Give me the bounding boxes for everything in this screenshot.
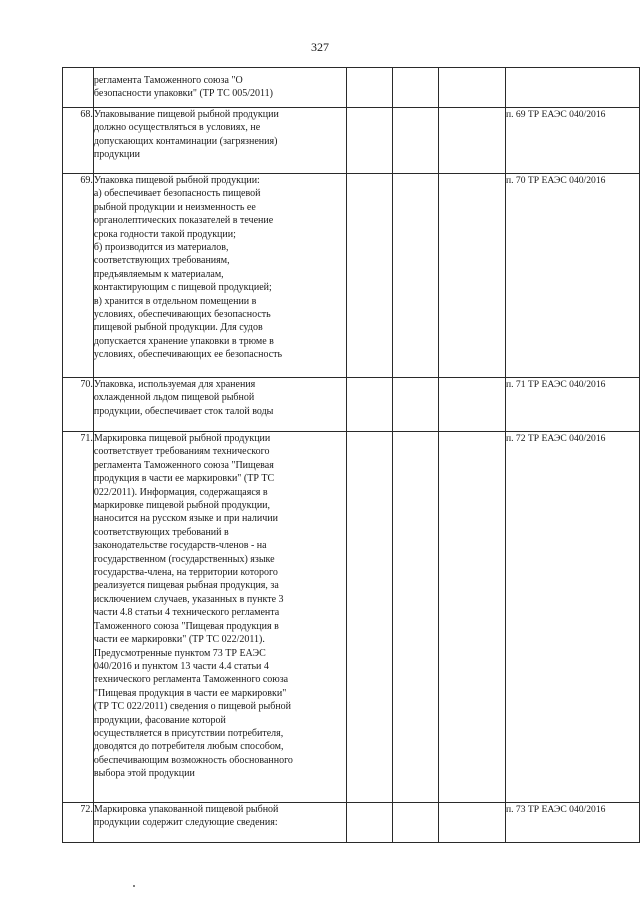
empty-cell <box>438 174 505 378</box>
empty-cell <box>438 108 505 174</box>
requirement-line: (ТР ТС 022/2011) сведения о пищевой рыбной <box>93 701 292 713</box>
requirement-line: доводятся до потребителя любым способом, <box>93 741 284 753</box>
requirement-line: в) хранится в отдельном помещении в <box>93 295 257 307</box>
requirement-line: продукция в части ее маркировки" (ТР ТС <box>93 473 275 485</box>
empty-cell <box>438 68 505 108</box>
empty-cell <box>346 432 393 803</box>
requirement-line: 040/2016 и пунктом 13 части 4.4 статьи 4 <box>93 660 269 672</box>
requirement-text <box>93 803 346 843</box>
requirement-text <box>93 378 346 432</box>
empty-cell <box>346 803 393 843</box>
requirement-line: б) производится из материалов, <box>93 242 229 254</box>
requirement-text <box>93 68 346 108</box>
requirement-line: осуществляется в присутствии потребителя, <box>93 727 284 739</box>
requirement-line: государства-члена, на территории которого <box>93 567 278 579</box>
row-number: 70. <box>63 378 94 432</box>
requirement-line: условиях, обеспечивающих безопасность <box>93 309 271 321</box>
requirement-line: условиях, обеспечивающих ее безопасность <box>93 349 283 361</box>
requirement-text <box>93 432 346 803</box>
requirement-line: соответствующих требований в <box>93 526 229 538</box>
requirement-line: части 4.8 статьи 4 технического регламента <box>93 607 280 619</box>
requirement-line: государственном (государственных) языке <box>93 553 275 565</box>
requirement-line: обеспечивающим возможность обоснованного <box>93 754 293 766</box>
requirements-table <box>62 67 640 843</box>
regulation-reference: п. 69 ТР ЕАЭС 040/2016 <box>505 108 639 174</box>
table-row <box>63 174 640 378</box>
empty-cell <box>346 108 393 174</box>
row-number: 69. <box>63 174 94 378</box>
requirement-line: Маркировка пищевой рыбной продукции <box>93 433 271 444</box>
requirement-line: пищевой рыбной продукции. Для судов <box>93 322 263 334</box>
regulation-reference: п. 72 ТР ЕАЭС 040/2016 <box>505 432 639 803</box>
requirement-line: должно осуществляться в условиях, не <box>93 122 261 134</box>
empty-cell <box>393 378 439 432</box>
requirement-line: регламента Таможенного союза "Пищевая <box>93 459 274 471</box>
requirement-line: реализуется пищевая рыбная продукция, за <box>93 580 279 592</box>
empty-cell <box>393 803 439 843</box>
requirement-line: соответствующих требованиям, <box>93 255 230 267</box>
regulation-reference: п. 70 ТР ЕАЭС 040/2016 <box>505 174 639 378</box>
requirement-line: исключением случаев, указанных в пункте 3 <box>93 593 284 605</box>
empty-cell <box>438 803 505 843</box>
requirement-line: Упаковка пищевой рыбной продукции: <box>93 175 260 186</box>
page-number: 327 <box>311 40 329 54</box>
requirement-line: а) обеспечивает безопасность пищевой <box>93 188 261 200</box>
requirement-text <box>93 174 346 378</box>
requirement-line: выбора этой продукции <box>93 768 195 780</box>
requirement-text <box>93 108 346 174</box>
requirement-line: продукции <box>93 149 140 161</box>
requirement-line: Таможенного союза "Пищевая продукция в <box>93 620 279 632</box>
requirement-line: Упаковывание пищевой рыбной продукции <box>93 109 279 120</box>
requirement-line: органолептических показателей в течение <box>93 215 274 227</box>
requirement-line: законодательстве государств-членов - на <box>93 540 267 552</box>
requirement-line: безопасности упаковки" (ТР ТС 005/2011) <box>93 88 273 100</box>
empty-cell <box>346 174 393 378</box>
empty-cell <box>393 108 439 174</box>
requirement-line: Маркировка упакованной пищевой рыбной <box>93 804 279 815</box>
requirement-line: срока годности такой продукции; <box>93 228 236 240</box>
requirement-line: продукции, обеспечивает сток талой воды <box>93 405 274 417</box>
requirement-line: продукции, фасование которой <box>93 714 226 726</box>
empty-cell <box>393 68 439 108</box>
requirement-line: регламента Таможенного союза "О <box>93 75 243 86</box>
requirement-line: "Пищевая продукция в части ее маркировки" <box>93 687 287 699</box>
empty-cell <box>346 378 393 432</box>
requirement-line: наносится на русском языке и при наличии <box>93 513 278 525</box>
table-row <box>63 108 640 174</box>
requirement-line: части ее маркировки" (ТР ТС 022/2011). <box>93 634 265 646</box>
empty-cell <box>393 174 439 378</box>
empty-cell <box>393 432 439 803</box>
requirement-line: допускающих контаминации (загрязнения) <box>93 135 278 147</box>
row-number: 72. <box>63 803 94 843</box>
row-number: 71. <box>63 432 94 803</box>
regulation-reference <box>505 68 639 108</box>
requirement-line: рыбной продукции и неизменность ее <box>93 201 256 213</box>
requirement-line: предъявляемым к материалам, <box>93 268 224 280</box>
requirement-line: допускается хранение упаковки в трюме в <box>93 335 274 347</box>
regulation-reference: п. 71 ТР ЕАЭС 040/2016 <box>505 378 639 432</box>
requirement-line: контактирующим с пищевой продукцией; <box>93 282 272 294</box>
requirement-line: соответствует требованиям технического <box>93 446 270 458</box>
requirement-line: 022/2011). Информация, содержащаяся в <box>93 486 268 498</box>
requirement-line: Упаковка, используемая для хранения <box>93 379 256 390</box>
table-row <box>63 378 640 432</box>
table-row <box>63 432 640 803</box>
requirement-line: маркировке пищевой рыбной продукции, <box>93 500 271 512</box>
requirement-line: Предусмотренные пунктом 73 ТР ЕАЭС <box>93 647 266 659</box>
row-number: 68. <box>63 108 94 174</box>
empty-cell <box>346 68 393 108</box>
requirement-line: охлажденной льдом пищевой рыбной <box>93 392 255 404</box>
requirement-line: технического регламента Таможенного союза <box>93 674 289 686</box>
scan-speck <box>133 885 135 887</box>
empty-cell <box>438 432 505 803</box>
table-row <box>63 803 640 843</box>
row-number <box>63 68 94 108</box>
table-row <box>63 68 640 108</box>
requirement-line: продукции содержит следующие сведения: <box>93 817 278 829</box>
empty-cell <box>438 378 505 432</box>
regulation-reference: п. 73 ТР ЕАЭС 040/2016 <box>505 803 639 843</box>
